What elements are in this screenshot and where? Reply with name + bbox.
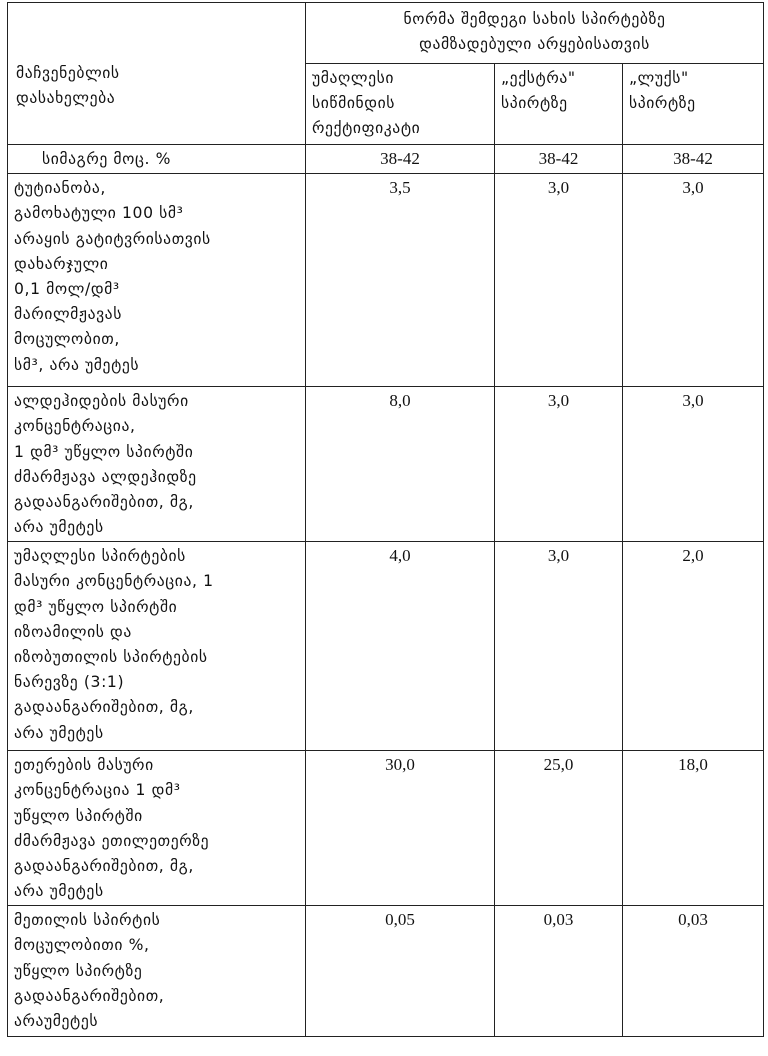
header-col-rectified: უმაღლესი სიწმინდის რექტიფიკატი: [306, 64, 495, 145]
header-indicator-name: მაჩვენებლის დასახელება: [8, 3, 306, 145]
cell-alkalinity-extra: 3,0: [495, 174, 623, 387]
row-label-methanol: მეთილის სპირტის მოცულობითი %, უწყლო სპირტზე გადაანგარიშებით, არაუმეტეს: [8, 906, 306, 1037]
cell-esters-rectified: 30,0: [306, 751, 495, 906]
cell-esters-extra: 25,0: [495, 751, 623, 906]
spirit-norms-table: [7, 2, 764, 1037]
row-label-esters: ეთერების მასური კონცენტრაცია 1 დმ³ უწყლო სპირტში ძმარმჟავა ეთილეთერზე გადაანგარიშებით, მგ, არა უმეტეს: [8, 751, 306, 906]
row-label-strength: სიმაგრე მოც. %: [8, 145, 306, 174]
cell-strength-extra: 38-42: [495, 145, 623, 174]
cell-methanol-extra: 0,03: [495, 906, 623, 1037]
table-row-higher-alcohols: [8, 542, 764, 751]
cell-higher-alcohols-rectified: 4,0: [306, 542, 495, 751]
table-row-esters: [8, 751, 764, 906]
table-row-strength: [8, 145, 764, 174]
header-norm-group: ნორმა შემდეგი სახის სპირტებზე დამზადებული არყებისათვის: [306, 3, 764, 64]
cell-esters-lux: 18,0: [623, 751, 764, 906]
header-col-extra: „ექსტრა" სპირტზე: [495, 64, 623, 145]
table-row-aldehydes: [8, 387, 764, 542]
header-row-top: [8, 3, 764, 64]
cell-methanol-rectified: 0,05: [306, 906, 495, 1037]
row-label-higher-alcohols: უმაღლესი სპირტების მასური კონცენტრაცია, 1 დმ³ უწყლო სპირტში იზოამილის და იზობუთილის სპირტების ნარევზე (3:1) გადაანგარიშებით, მგ, არა უმეტეს: [8, 542, 306, 751]
row-label-aldehydes: ალდეჰიდების მასური კონცენტრაცია, 1 დმ³ უწყლო სპირტში ძმარმჟავა ალდეჰიდზე გადაანგარიშებით, მგ, არა უმეტეს: [8, 387, 306, 542]
header-col-lux: „ლუქს" სპირტზე: [623, 64, 764, 145]
cell-aldehydes-extra: 3,0: [495, 387, 623, 542]
document-page: [7, 2, 763, 1037]
cell-higher-alcohols-lux: 2,0: [623, 542, 764, 751]
cell-higher-alcohols-extra: 3,0: [495, 542, 623, 751]
table-row-methanol: [8, 906, 764, 1037]
cell-aldehydes-lux: 3,0: [623, 387, 764, 542]
row-label-alkalinity: ტუტიანობა, გამოხატული 100 სმ³ არაყის გატიტვრისათვის დახარჯული 0,1 მოლ/დმ³ მარილმჟავას მოცულობით, სმ³, არა უმეტეს: [8, 174, 306, 387]
table-row-alkalinity: [8, 174, 764, 387]
cell-alkalinity-lux: 3,0: [623, 174, 764, 387]
cell-strength-lux: 38-42: [623, 145, 764, 174]
cell-aldehydes-rectified: 8,0: [306, 387, 495, 542]
cell-strength-rectified: 38-42: [306, 145, 495, 174]
cell-methanol-lux: 0,03: [623, 906, 764, 1037]
cell-alkalinity-rectified: 3,5: [306, 174, 495, 387]
